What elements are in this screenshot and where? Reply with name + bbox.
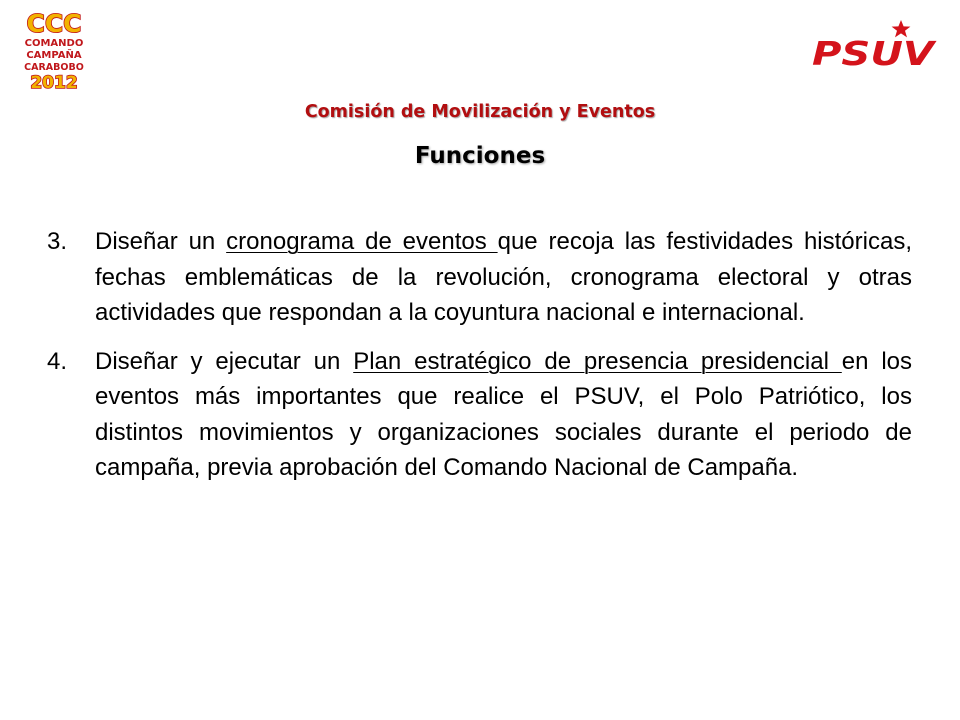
item-text-before: Diseñar y ejecutar un bbox=[95, 347, 354, 375]
item-number: 3. bbox=[47, 228, 68, 255]
functions-list bbox=[47, 224, 912, 486]
ccc-logo-campana: CAMPAÑA bbox=[26, 50, 82, 61]
list-item bbox=[47, 344, 912, 486]
item-underlined-text: cronograma de eventos bbox=[226, 228, 498, 255]
ccc-logo-year: 2012 bbox=[30, 73, 78, 92]
item-text-before: Diseñar un bbox=[95, 228, 227, 255]
page-title: Funciones bbox=[414, 143, 546, 169]
ccc-campaign-logo bbox=[18, 8, 90, 92]
commission-subtitle: Comisión de Movilización y Eventos bbox=[304, 102, 656, 122]
item-text-after: en los eventos más importantes que realice el PSUV, el Polo Patriótico, los distintos movimientos y organizaciones sociales durante el periodo de campaña, previa aprobación del Comando Nacional de Campaña. bbox=[95, 347, 913, 481]
item-number: 4. bbox=[47, 347, 68, 375]
list-item bbox=[47, 224, 912, 331]
psuv-logo bbox=[808, 16, 938, 70]
psuv-logo-text: PSUV bbox=[812, 34, 937, 70]
ccc-logo-letters: CCC bbox=[26, 9, 82, 38]
item-text-after: que recoja las festividades históricas, fechas emblemáticas de la revolución, cronograma electoral y otras actividades que respondan a la coyuntura nacional e internacional. bbox=[95, 228, 912, 326]
ccc-logo-carabobo: CARABOBO bbox=[24, 62, 84, 73]
item-underlined-text: Plan estratégico de presencia presidencial bbox=[353, 347, 842, 375]
ccc-logo-comando: COMANDO bbox=[24, 38, 84, 49]
